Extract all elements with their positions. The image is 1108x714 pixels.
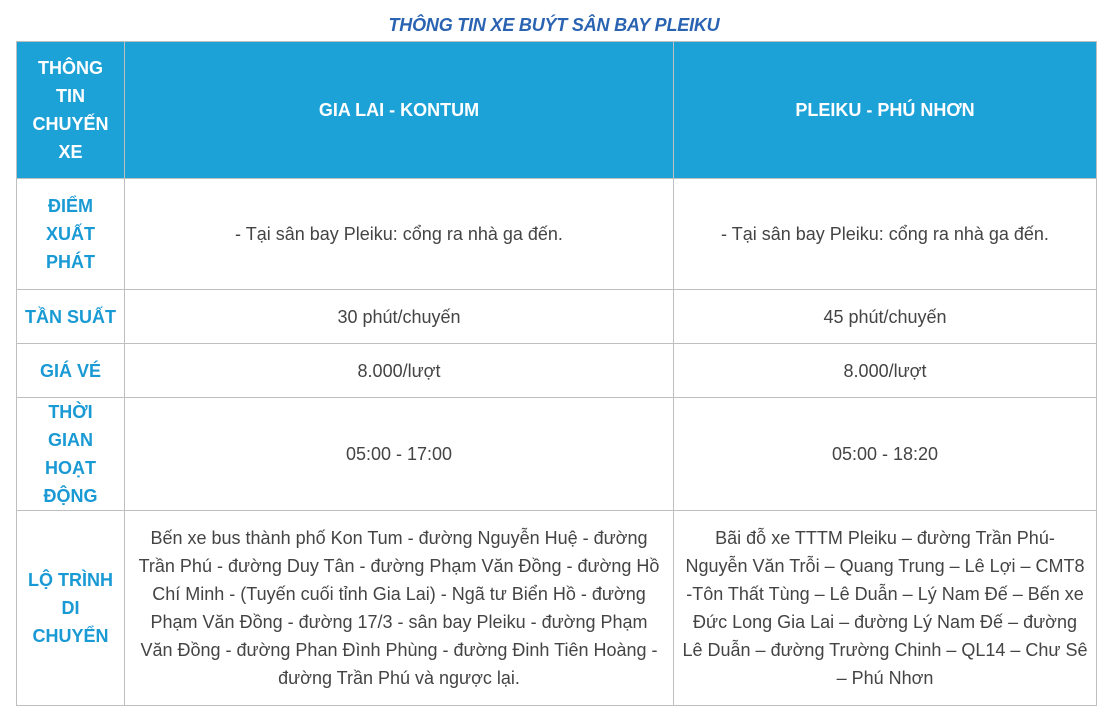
- cell-frequency-route-2: 45 phút/chuyến: [674, 290, 1097, 344]
- table-row-departure: [17, 179, 1097, 290]
- table-row-frequency: [17, 290, 1097, 344]
- table-row-operating-hours: [17, 398, 1097, 511]
- header-corner-cell: THÔNG TIN CHUYẾN XE: [17, 42, 125, 179]
- table-row-itinerary: [17, 511, 1097, 706]
- row-label-departure: ĐIỂM XUẤT PHÁT: [17, 179, 125, 290]
- bus-info-table: [16, 41, 1097, 706]
- cell-price-route-2: 8.000/lượt: [674, 344, 1097, 398]
- table-row-price: [17, 344, 1097, 398]
- cell-hours-route-1: 05:00 - 17:00: [125, 398, 674, 511]
- page-title: THÔNG TIN XE BUÝT SÂN BAY PLEIKU: [388, 15, 720, 35]
- cell-departure-route-2: - Tại sân bay Pleiku: cổng ra nhà ga đến.: [674, 179, 1097, 290]
- row-label-itinerary: LỘ TRÌNH DI CHUYỂN: [17, 511, 125, 706]
- header-route-gia-lai-kontum: GIA LAI - KONTUM: [125, 42, 674, 179]
- cell-frequency-route-1: 30 phút/chuyến: [125, 290, 674, 344]
- cell-hours-route-2: 05:00 - 18:20: [674, 398, 1097, 511]
- cell-itinerary-route-2: Bãi đỗ xe TTTM Pleiku – đường Trần Phú- Nguyễn Văn Trỗi – Quang Trung – Lê Lợi – CMT8 -Tôn Thất Tùng – Lê Duẫn – Lý Nam Đế – Bến xe Đức Long Gia Lai – đường Lý Nam Đế – đường Lê Duẫn – đường Trường Chinh – QL14 – Chư Sê – Phú Nhơn: [674, 511, 1097, 706]
- header-route-pleiku-phu-nhon: PLEIKU - PHÚ NHƠN: [674, 42, 1097, 179]
- cell-itinerary-route-1: Bến xe bus thành phố Kon Tum - đường Nguyễn Huệ - đường Trần Phú - đường Duy Tân - đường Phạm Văn Đồng - đường Hồ Chí Minh - (Tuyến cuối tỉnh Gia Lai) - Ngã tư Biển Hồ - đường Phạm Văn Đồng - đường 17/3 - sân bay Pleiku - đường Phạm Văn Đồng - đường Phan Đình Phùng - đường Đinh Tiên Hoàng - đường Trần Phú và ngược lại.: [125, 511, 674, 706]
- row-label-operating-hours: THỜI GIAN HOẠT ĐỘNG: [17, 398, 125, 511]
- table-header-row: [17, 42, 1097, 179]
- row-label-frequency: TẦN SUẤT: [17, 290, 125, 344]
- row-label-price: GIÁ VÉ: [17, 344, 125, 398]
- cell-departure-route-1: - Tại sân bay Pleiku: cổng ra nhà ga đến.: [125, 179, 674, 290]
- cell-price-route-1: 8.000/lượt: [125, 344, 674, 398]
